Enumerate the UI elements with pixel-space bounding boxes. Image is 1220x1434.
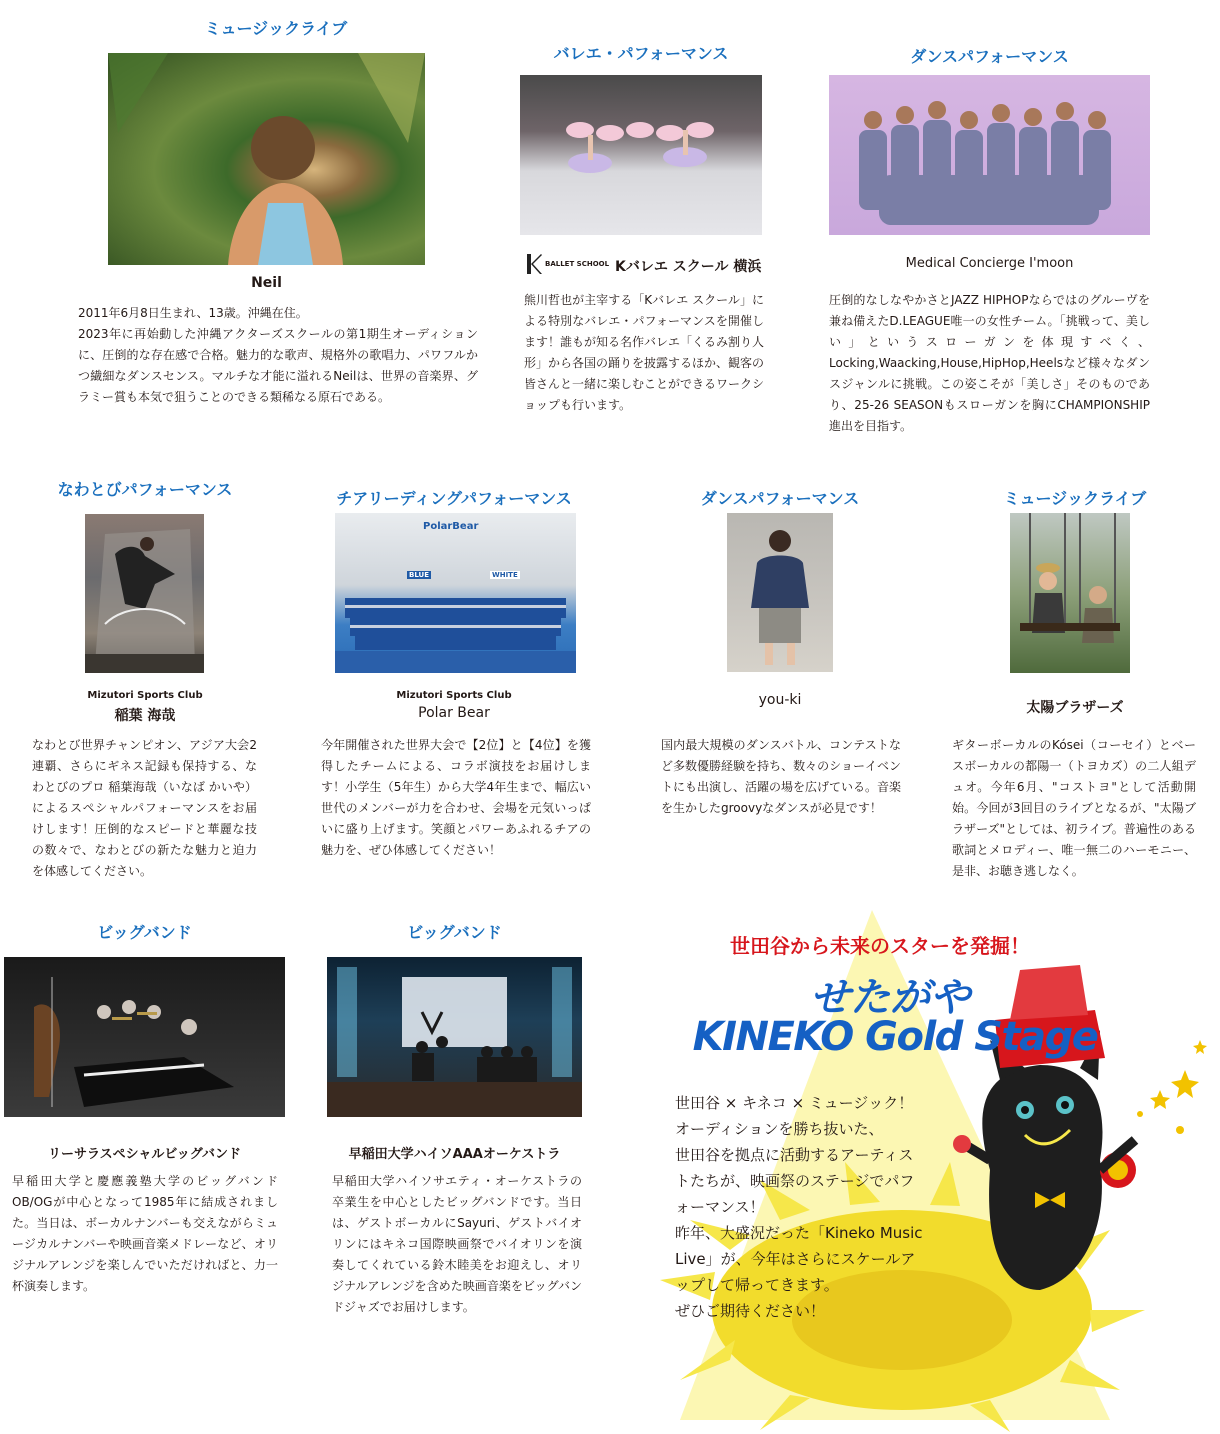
performer-description: 圧倒的なしなやかさとJAZZ HIPHOPならではのグルーヴを兼ね備えたD.LEAGUE唯一の女性チーム。「挑戦って、美しい」というスローガンを体現すべく、Locking,Waacking,House,HipHop,Heelsなど様々なダンスジャンルに挑戦。この姿こそが「美しさ」そのものであり、25-26 SEASONもスローガンを胸にCHAMPIONSHIP進出を目指す。 (829, 293, 1150, 433)
category-label: ミュージックライブ (204, 19, 348, 38)
performer-description: 早稲田大学ハイソサエティ・オーケストラの卒業生を中心としたビッグバンドです。当日は、ゲストボーカルにSayuri、ゲストバイオリンにはキネコ国際映画祭でバイオリンを演奏してくれている鈴木睦美をお迎えし、オリジナルアレンジを含めた映画音楽をビッグバンドジャズでお届けします。 (332, 1174, 582, 1314)
performer-name: Neil (251, 275, 282, 291)
promo-tagline: 世田谷から未来のスターを発掘！ (730, 934, 1030, 958)
performer-description: 早稲田大学と慶應義塾大学のビッグバンドOB/OGが中心となって1985年に結成されました。当日は、ボーカルナンバーも交えながらミュージカルナンバーや映画音楽メドレーなど、オリジナルアレンジを楽しんでいただければと、力一杯演奏します。 (12, 1174, 278, 1293)
performer-photo-neil (108, 53, 425, 265)
photo-banner-text: PolarBear (423, 521, 479, 532)
performer-description: 熊川哲也が主宰する「Kバレエ スクール」による特別なバレエ・パフォーマンスを開催します！誰もが知る名作バレエ「くるみ割り人形」から各国の踊りを披露するほか、観客の皆さんと一緒に楽しむことができるワークショップも行います。 (524, 293, 765, 412)
promo-title-en: KINEKO Gold Stage (692, 1014, 1098, 1060)
category-label: ビッグバンド (407, 923, 502, 942)
club-name: Mizutori Sports Club (87, 690, 203, 701)
category-label: ダンスパフォーマンス (910, 47, 1069, 66)
promo-body: 世田谷 × キネコ × ミュージック！ オーディションを勝ち抜いた、 世田谷を拠点に活動するアーティストたちが、映画祭のステージでパフォーマンス！ 昨年、大盛況だった「Kineko Music Live」が、今年はさらにスケールアップして帰ってきます。 ぜひご期待ください！ (675, 1094, 923, 1320)
photo-banner-text: WHITE (492, 571, 518, 579)
performer-photo-ballet (520, 75, 762, 235)
photo-banner-text: BLUE (409, 571, 430, 579)
performer-name: 早稲田大学ハイソAAAオーケストラ (348, 1147, 561, 1162)
category-label: なわとびパフォーマンス (57, 480, 233, 499)
club-name: Mizutori Sports Club (396, 690, 512, 701)
performer-name: リーサラスペシャルビッグバンド (47, 1147, 242, 1162)
performer-photo-imoon (829, 75, 1150, 235)
performer-description: なわとび世界チャンピオン、アジア大会2連覇、さらにギネス記録も保持する、なわとびのプロ 稲葉海哉（いなば かいや）によるスペシャルパフォーマンスをお届けします！圧倒的なスピードと華麗な技の数々で、なわとびの新たな魅力と迫力を体感してください。 (32, 738, 257, 878)
category-label: ダンスパフォーマンス (700, 489, 860, 508)
performer-name: 太陽ブラザーズ (1026, 700, 1124, 716)
performer-photo-bigband-2 (327, 957, 582, 1117)
logo-text: BALLET SCHOOL (545, 260, 610, 268)
performer-description: 2011年6月8日生まれ、13歳。沖縄在住。 2023年に再始動した沖縄アクターズスクールの第1期生オーディションに、圧倒的な存在感で合格。魅力的な歌声、規格外の歌唱力、パワフルかつ繊細なダンスセンス。マルチな才能に溢れるNeilは、世界の音楽界、グラミー賞も本気で狙うことのできる類稀なる原石である。 (78, 306, 478, 404)
performer-name: Polar Bear (418, 705, 490, 721)
sparkle-icons (1137, 1040, 1207, 1134)
performer-description: 国内最大規模のダンスバトル、コンテストなど多数優勝経験を持ち、数々のショーイベントにも出演し、活躍の場を広げている。音楽を生かしたgroovyなダンスが必見です！ (661, 738, 902, 815)
category-label: チアリーディングパフォーマンス (336, 489, 572, 508)
category-label: ミュージックライブ (1003, 489, 1147, 508)
performer-photo-polarbear (335, 513, 576, 673)
performer-photo-youki (727, 513, 833, 672)
performer-name: Medical Concierge I'moon (905, 256, 1074, 271)
ballet-school-logo (525, 253, 610, 275)
category-label: ビッグバンド (97, 923, 192, 942)
promo-title-jp: せたがや (810, 975, 970, 1021)
performer-description: ギターボーカルのKósei（コーセイ）とベースボーカルの都陽一（トヨカズ）の二人組デュオ。今年6月、"コストヨ"として活動開始。今回が3回目のライブとなるが、"太陽ブラザーズ"としては、初ライブ。普遍性のある歌詞とメロディー、唯一無二のハーモニー、是非、お聴き逃しなく。 (952, 738, 1196, 878)
performer-name: Kバレエ スクール 横浜 (615, 259, 762, 275)
performer-photo-bigband-1 (4, 957, 285, 1117)
performer-name: you-ki (758, 692, 802, 708)
category-label: バレエ・パフォーマンス (553, 44, 729, 63)
performer-photo-inaba (85, 514, 204, 673)
performer-description: 今年開催された世界大会で【2位】と【4位】を獲得したチームによる、コラボ演技をお届けします！小学生（5年生）から大学4年生まで、幅広い世代のメンバーが力を合わせ、会場を元気いっぱいに盛り上げます。笑顔とパワーあふれるチアの魅力を、ぜひ体感してください！ (321, 738, 591, 857)
performer-name: 稲葉 海哉 (114, 708, 176, 724)
performer-photo-taiyo (1010, 513, 1130, 673)
